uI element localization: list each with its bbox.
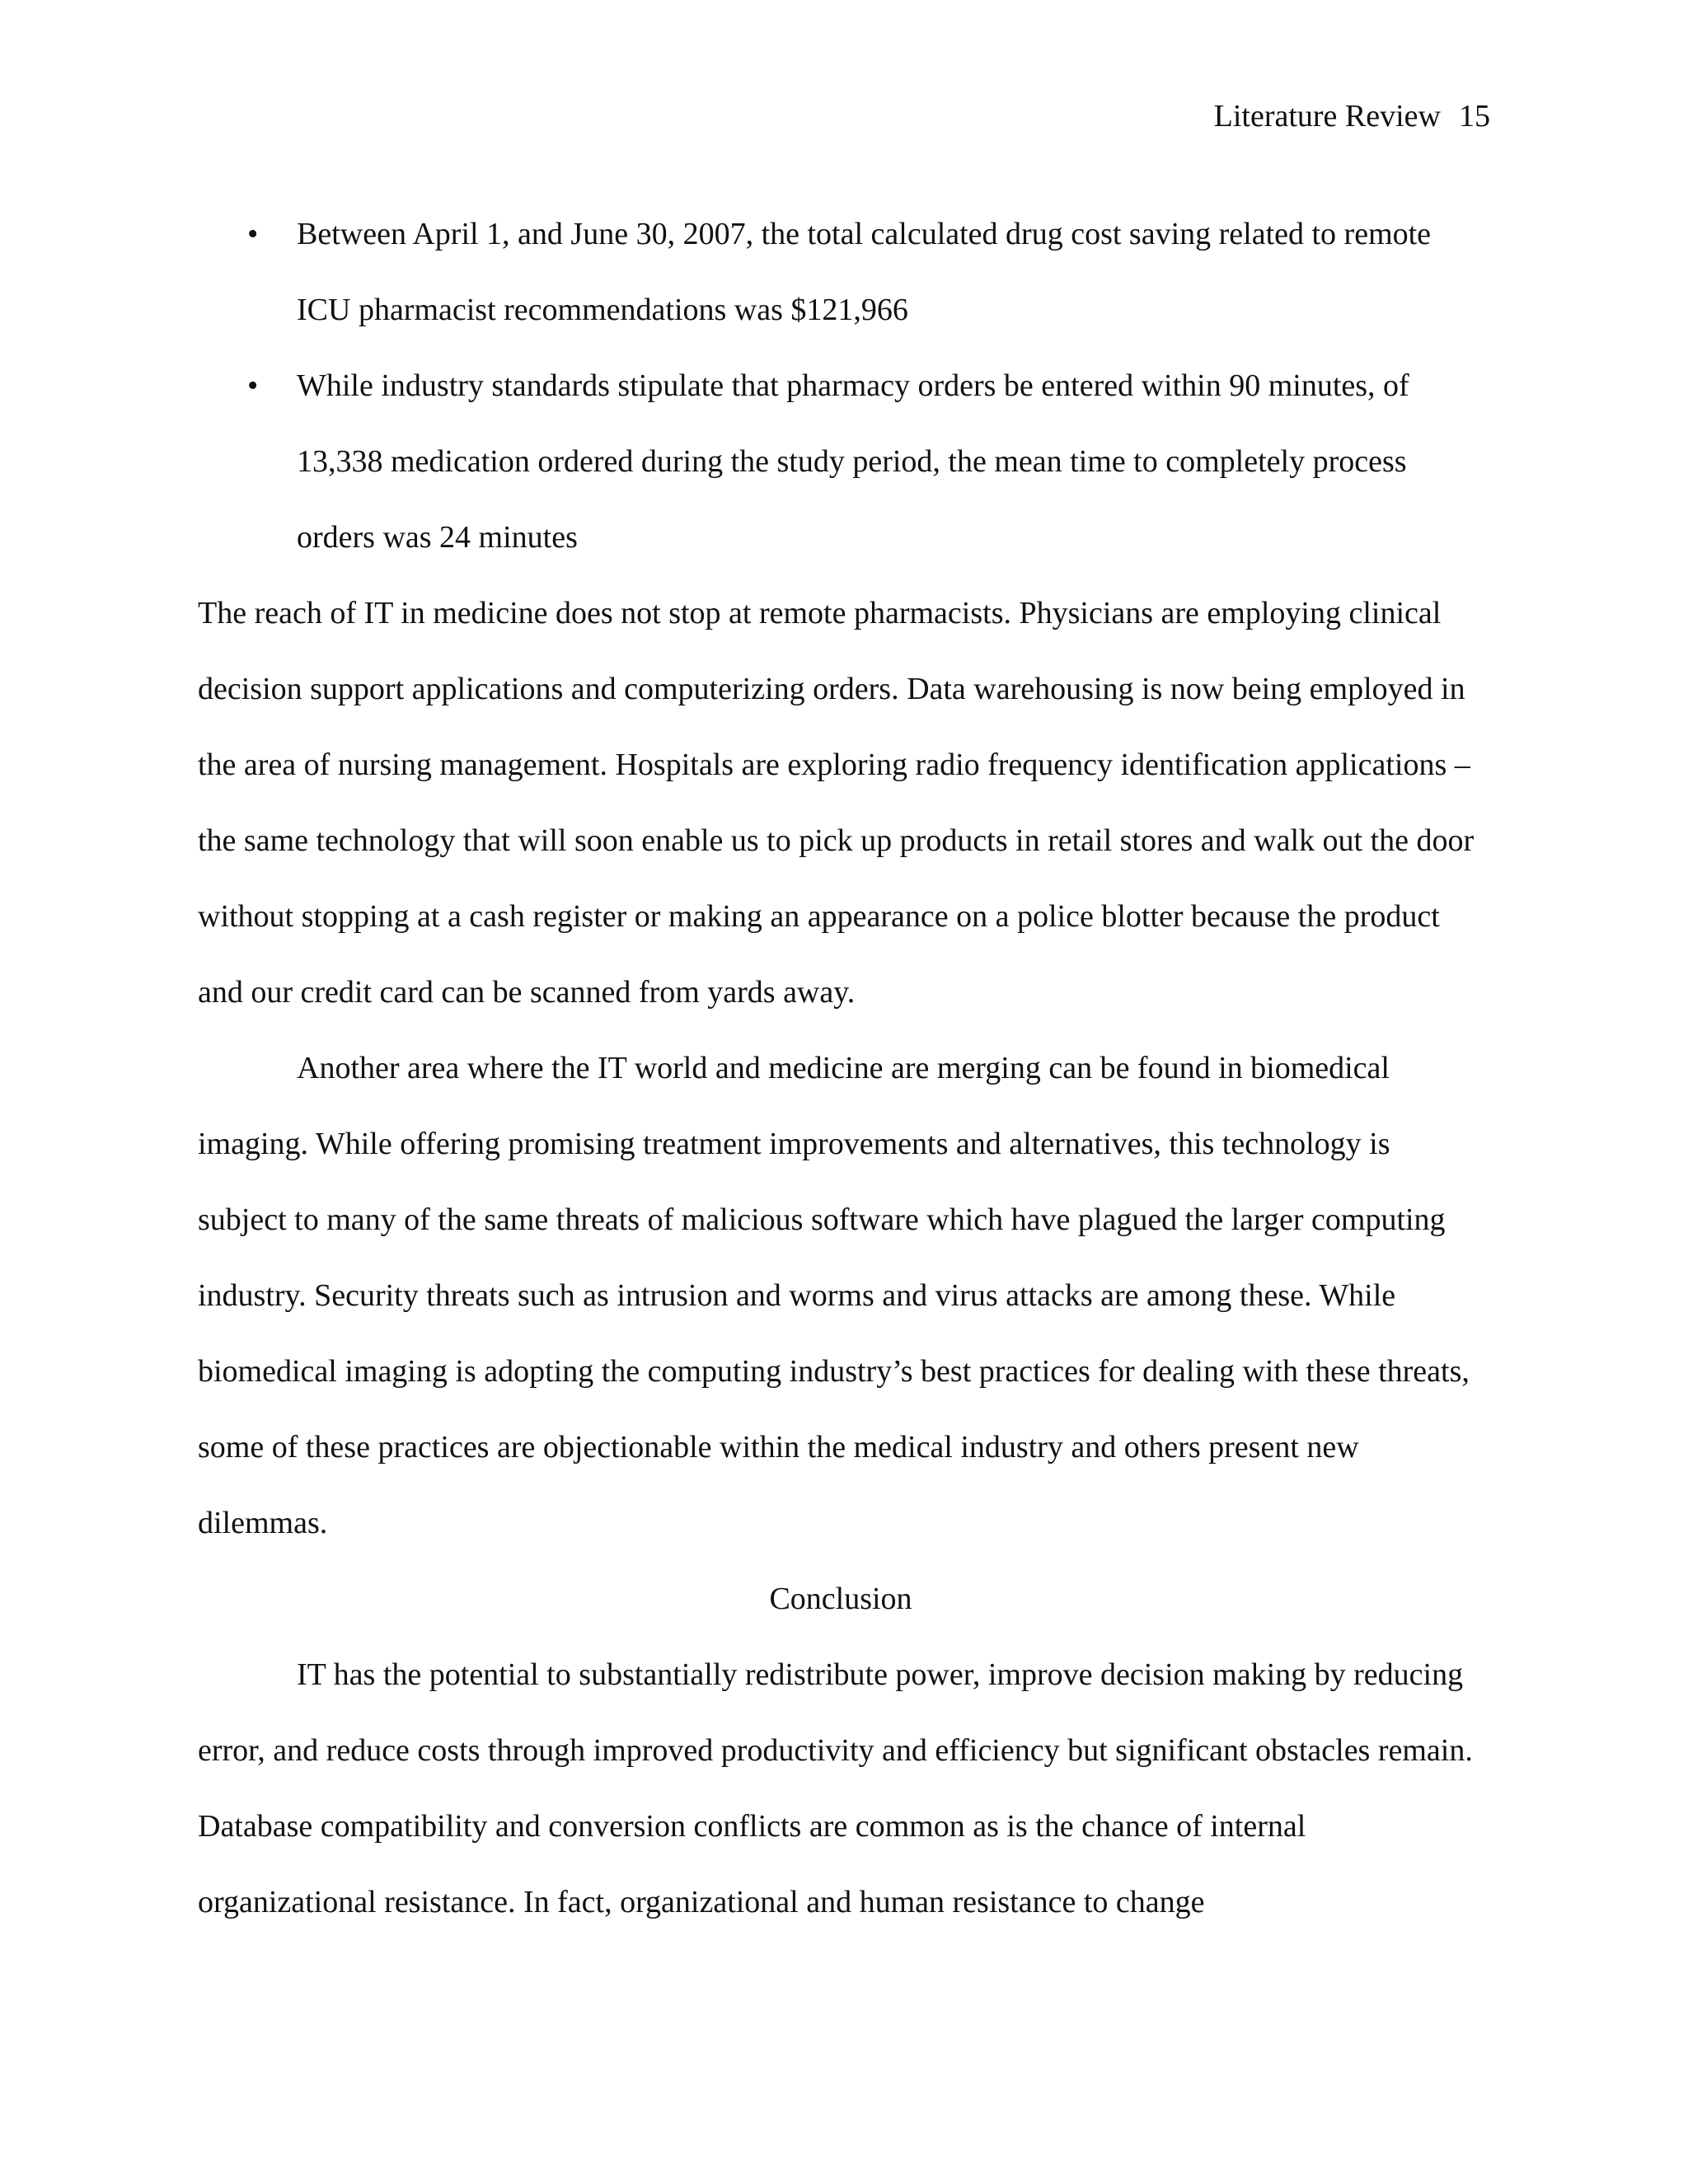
running-header [1214, 97, 1490, 135]
bullet-symbol: • [247, 217, 259, 251]
document-body [198, 196, 1484, 1940]
bullet-item [198, 348, 1484, 575]
page-number: 15 [1459, 99, 1490, 134]
body-paragraph: The reach of IT in medicine does not stop at remote pharmacists. Physicians are employing clinical decision support applications and computerizing orders. Data warehousing is now being employed in the area of nursing management. Hospitals are exploring radio frequency identification applications – the same technology that will soon enable us to pick up products in retail stores and walk out the door without stopping at a cash register or making an appearance on a police blotter because the product and our credit card can be scanned from yards away. [198, 596, 1475, 1010]
bullet-symbol: • [247, 368, 259, 403]
bullet-list [198, 196, 1484, 575]
bullet-item [198, 196, 1484, 348]
bullet-text: Between April 1, and June 30, 2007, the total calculated drug cost saving related to remote ICU pharmacist recommendations was $121,966 [297, 217, 1432, 327]
running-head-title: Literature Review [1213, 99, 1441, 134]
conclusion-paragraph: IT has the potential to substantially redistribute power, improve decision making by reducing error, and reduce costs through improved productivity and efficiency but significant obstacles remain. Database compatibility and conversion conflicts are common as is the chance of internal organizational resistance. In fact, organizational and human resistance to change [198, 1657, 1473, 1919]
body-paragraph: Another area where the IT world and medicine are merging can be found in biomedical imaging. While offering promising treatment improvements and alternatives, this technology is subject to many of the same threats of malicious software which have plagued the larger computing industry. Security threats such as intrusion and worms and virus attacks are among these. While biomedical imaging is adopting the computing industry’s best practices for dealing with these threats, some of these practices are objectionable within the medical industry and others present new dilemmas. [198, 1051, 1470, 1540]
bullet-text: While industry standards stipulate that pharmacy orders be entered within 90 minutes, of 13,338 medication ordered during the study period, the mean time to completely process orders was 24 minutes [297, 368, 1409, 555]
section-heading: Conclusion [769, 1582, 912, 1616]
